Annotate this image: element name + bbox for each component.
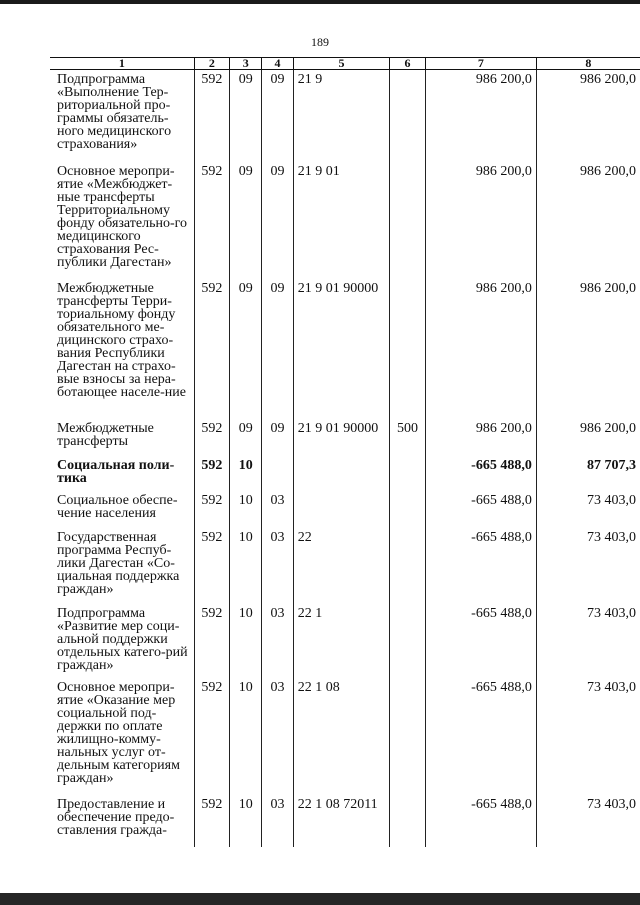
- item-name: Социальная поли-тика: [50, 456, 194, 491]
- target-article: 22 1 08 72011: [293, 795, 390, 847]
- table-row: [50, 678, 640, 795]
- target-article: 22: [293, 528, 390, 604]
- expense-type: [390, 456, 426, 491]
- expense-type: 500: [390, 419, 426, 456]
- target-article: 21 9 01 90000: [293, 279, 390, 419]
- item-name: Основное меропри-ятие «Межбюджет-ные трансферты Территориальному фонду обязательно-го медицинского страхования Рес-публики Дагестан»: [50, 162, 194, 279]
- subsection-code: 03: [262, 678, 293, 795]
- subsection-code: 03: [262, 795, 293, 847]
- header-row: [50, 58, 640, 70]
- section-code: 10: [230, 678, 262, 795]
- amount-col8: 73 403,0: [536, 795, 640, 847]
- expense-type: [390, 604, 426, 678]
- amount-col7: -665 488,0: [425, 604, 536, 678]
- amount-col8: 986 200,0: [536, 419, 640, 456]
- item-name: Основное меропри-ятие «Оказание мер социальной под-держки по оплате жилищно-комму-нальных услуг от-дельным категориям граждан»: [50, 678, 194, 795]
- admin-code: 592: [194, 70, 230, 162]
- expense-type: [390, 491, 426, 528]
- amount-col7: -665 488,0: [425, 528, 536, 604]
- column-header: 3: [230, 58, 262, 70]
- top-edge-rule: [0, 0, 640, 4]
- item-name: Предоставление и обеспечение предо-ставления гражда-: [50, 795, 194, 847]
- amount-col8: 73 403,0: [536, 678, 640, 795]
- expense-type: [390, 279, 426, 419]
- target-article: 21 9 01: [293, 162, 390, 279]
- amount-col7: -665 488,0: [425, 795, 536, 847]
- amount-col8: 986 200,0: [536, 279, 640, 419]
- amount-col8: 87 707,3: [536, 456, 640, 491]
- target-article: 22 1 08: [293, 678, 390, 795]
- admin-code: 592: [194, 604, 230, 678]
- item-name: Подпрограмма «Выполнение Тер-риториальной про-граммы обязатель-ного медицинского страхования»: [50, 70, 194, 162]
- amount-col7: -665 488,0: [425, 456, 536, 491]
- subsection-code: 03: [262, 604, 293, 678]
- section-code: 09: [230, 279, 262, 419]
- column-header: 7: [425, 58, 536, 70]
- table-row: [50, 162, 640, 279]
- item-name: Социальное обеспе-чение населения: [50, 491, 194, 528]
- amount-col7: -665 488,0: [425, 678, 536, 795]
- expense-type: [390, 162, 426, 279]
- amount-col8: 73 403,0: [536, 528, 640, 604]
- section-code: 09: [230, 162, 262, 279]
- column-header: 8: [536, 58, 640, 70]
- amount-col7: 986 200,0: [425, 279, 536, 419]
- target-article: [293, 491, 390, 528]
- table-row: [50, 795, 640, 847]
- column-header: 2: [194, 58, 230, 70]
- subsection-code: 03: [262, 491, 293, 528]
- admin-code: 592: [194, 528, 230, 604]
- subsection-code: [262, 456, 293, 491]
- item-name: Государственная программа Респуб-лики Дагестан «Со-циальная поддержка граждан»: [50, 528, 194, 604]
- section-code: 09: [230, 419, 262, 456]
- table-row: [50, 491, 640, 528]
- subsection-code: 09: [262, 70, 293, 162]
- target-article: 21 9: [293, 70, 390, 162]
- admin-code: 592: [194, 678, 230, 795]
- column-header: 6: [390, 58, 426, 70]
- column-header: 4: [262, 58, 293, 70]
- item-name: Межбюджетные трансферты: [50, 419, 194, 456]
- admin-code: 592: [194, 162, 230, 279]
- admin-code: 592: [194, 279, 230, 419]
- admin-code: 592: [194, 456, 230, 491]
- amount-col8: 986 200,0: [536, 70, 640, 162]
- table-row: [50, 604, 640, 678]
- section-code: 09: [230, 70, 262, 162]
- table-row: [50, 279, 640, 419]
- expense-type: [390, 795, 426, 847]
- item-name: Межбюджетные трансферты Терри-ториальному фонду обязательного ме-дицинского страхо-вания Республики Дагестан на страхо-вые взносы за нера-ботающее населе-ние: [50, 279, 194, 419]
- page-number: 189: [311, 35, 329, 49]
- section-code: 10: [230, 604, 262, 678]
- subsection-code: 03: [262, 528, 293, 604]
- section-code: 10: [230, 795, 262, 847]
- amount-col7: 986 200,0: [425, 70, 536, 162]
- target-article: [293, 456, 390, 491]
- item-name: Подпрограмма «Развитие мер соци-альной поддержки отдельных катего-рий граждан»: [50, 604, 194, 678]
- admin-code: 592: [194, 795, 230, 847]
- subsection-code: 09: [262, 419, 293, 456]
- target-article: 21 9 01 90000: [293, 419, 390, 456]
- subsection-code: 09: [262, 279, 293, 419]
- table-row: [50, 528, 640, 604]
- expense-type: [390, 70, 426, 162]
- column-header: 5: [293, 58, 390, 70]
- table-row: [50, 70, 640, 162]
- bottom-scan-band: [0, 893, 640, 905]
- section-code: 10: [230, 456, 262, 491]
- amount-col8: 986 200,0: [536, 162, 640, 279]
- amount-col7: 986 200,0: [425, 162, 536, 279]
- budget-table: [50, 57, 640, 847]
- admin-code: 592: [194, 491, 230, 528]
- expense-type: [390, 678, 426, 795]
- expense-type: [390, 528, 426, 604]
- amount-col7: -665 488,0: [425, 491, 536, 528]
- section-code: 10: [230, 528, 262, 604]
- table-row: [50, 419, 640, 456]
- amount-col8: 73 403,0: [536, 604, 640, 678]
- table-row: [50, 456, 640, 491]
- amount-col8: 73 403,0: [536, 491, 640, 528]
- admin-code: 592: [194, 419, 230, 456]
- target-article: 22 1: [293, 604, 390, 678]
- amount-col7: 986 200,0: [425, 419, 536, 456]
- column-header: 1: [50, 58, 194, 70]
- subsection-code: 09: [262, 162, 293, 279]
- section-code: 10: [230, 491, 262, 528]
